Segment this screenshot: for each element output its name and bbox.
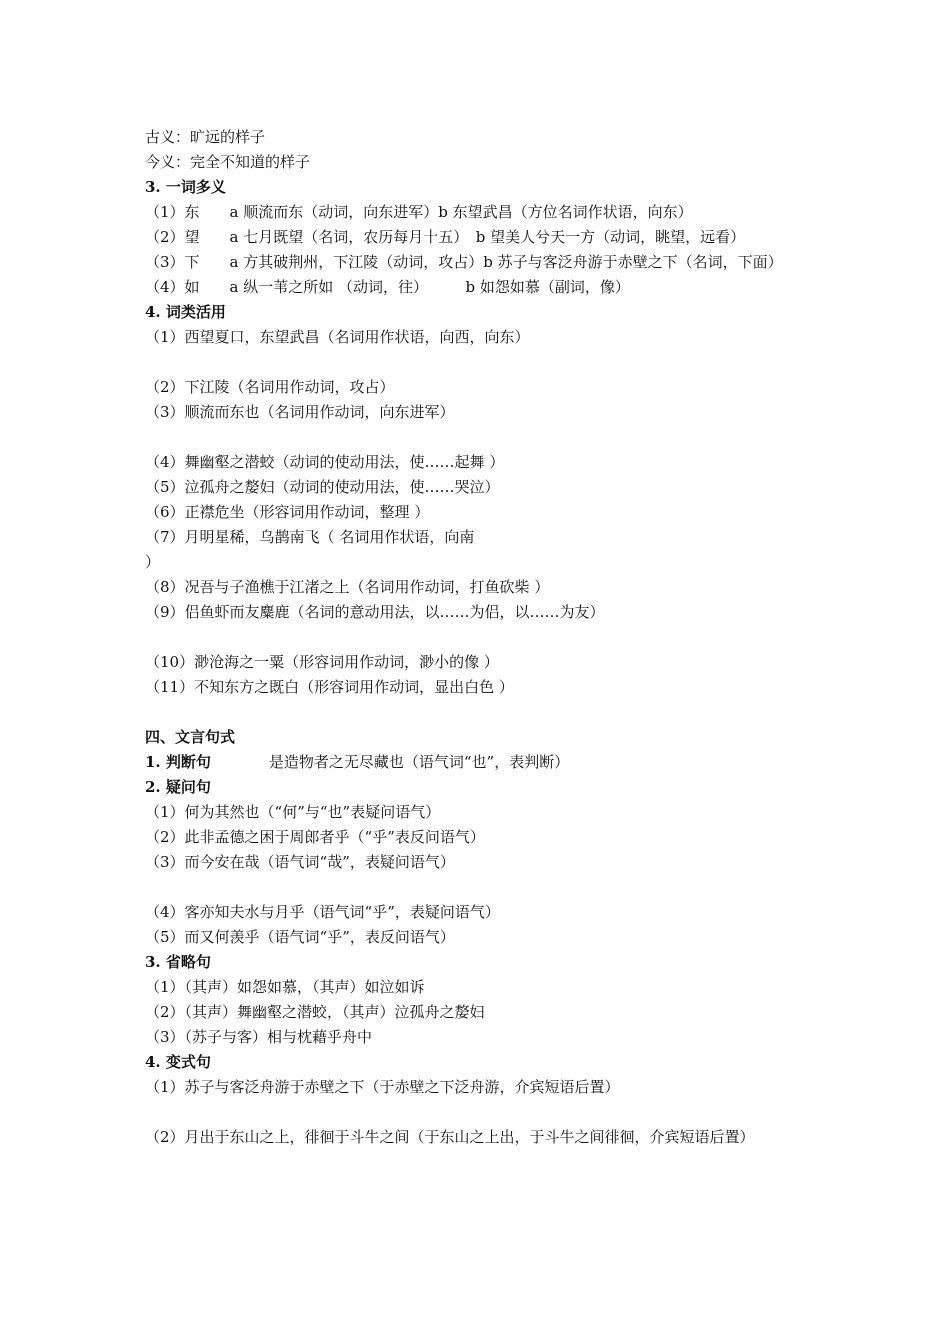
- word-class-item: （3）顺流而东也（名词用作动词，向东进军）: [145, 403, 455, 421]
- question-item: （2）此非孟德之困于周郎者乎（“乎”表反问语气）: [145, 828, 485, 846]
- blank-line: [145, 625, 815, 650]
- omission-item: （1）（其声）如怨如慕，（其声）如泣如诉: [145, 978, 425, 996]
- polysemy-item: （3）下 a 方其破荆州，下江陵（动词，攻占）b 苏子与客泛舟游于赤壁之下（名词，下面）: [145, 253, 783, 271]
- judgment-sentence-row: [145, 750, 815, 775]
- word-class-item: （10）渺沧海之一粟（形容词用作动词，渺小的像 ）: [145, 653, 499, 671]
- polysemy-item: （2）望 a 七月既望（名词，农历每月十五） b 望美人兮天一方（动词，眺望，远看）: [145, 228, 746, 246]
- word-class-item-continuation: ）: [145, 553, 161, 571]
- section-omission-title: 3. 省略句: [145, 953, 211, 971]
- polysemy-item: （4）如 a 纵一苇之所如 （动词，往） b 如怨如慕（副词，像）: [145, 278, 630, 296]
- variant-item: （2）月出于东山之上，徘徊于斗牛之间（于东山之上出，于斗牛之间徘徊，介宾短语后置）: [145, 1128, 755, 1146]
- blank-line: [145, 875, 815, 900]
- blank-line: [145, 350, 815, 375]
- section-question-title: 2. 疑问句: [145, 778, 211, 796]
- blank-line: [145, 1100, 815, 1125]
- question-item: （5）而又何羡乎（语气词“乎”，表反问语气）: [145, 928, 455, 946]
- word-class-item: （2）下江陵（名词用作动词，攻占）: [145, 378, 395, 396]
- question-item: （3）而今安在哉（语气词“哉”，表疑问语气）: [145, 853, 455, 871]
- section-variant-title: 4. 变式句: [145, 1053, 211, 1071]
- blank-line: [145, 700, 815, 725]
- word-class-item: （9）侣鱼虾而友麋鹿（名词的意动用法，以……为侣，以……为友）: [145, 603, 605, 621]
- section-polysemy-title: 3. 一词多义: [145, 178, 226, 196]
- section-sentence-patterns-title: 四、文言句式: [145, 728, 236, 746]
- blank-line: [145, 425, 815, 450]
- word-class-item: （5）泣孤舟之嫠妇（动词的使动用法，使……哭泣）: [145, 478, 500, 496]
- word-class-item: （8）况吾与子渔樵于江渚之上（名词用作动词，打鱼砍柴 ）: [145, 578, 550, 596]
- question-item: （4）客亦知夫水与月乎（语气词“乎”，表疑问语气）: [145, 903, 500, 921]
- modern-meaning: 今义：完全不知道的样子: [145, 153, 311, 171]
- ancient-meaning: 古义：旷远的样子: [145, 128, 266, 146]
- omission-item: （2）（其声）舞幽壑之潜蛟，（其声）泣孤舟之嫠妇: [145, 1003, 485, 1021]
- word-class-item: （1）西望夏口，东望武昌（名词用作状语，向西，向东）: [145, 328, 530, 346]
- word-class-item: （6）正襟危坐（形容词用作动词，整理 ）: [145, 503, 430, 521]
- section-word-class-title: 4. 词类活用: [145, 303, 226, 321]
- word-class-item: （7）月明星稀，乌鹊南飞（ 名词用作状语，向南: [145, 528, 475, 546]
- word-class-item: （4）舞幽壑之潜蛟（动词的使动用法，使……起舞 ）: [145, 453, 505, 471]
- polysemy-item: （1）东 a 顺流而东（动词，向东进军）b 东望武昌（方位名词作状语，向东）: [145, 203, 693, 221]
- judgment-text: 是造物者之无尽藏也（语气词“也”，表判断）: [268, 753, 570, 771]
- question-item: （1）何为其然也（“何”与“也”表疑问语气）: [145, 803, 441, 821]
- document-body: [145, 125, 815, 1150]
- omission-item: （3）（苏子与客）相与枕藉乎舟中: [145, 1028, 373, 1046]
- variant-item: （1）苏子与客泛舟游于赤壁之下（于赤壁之下泛舟游，介宾短语后置）: [145, 1078, 620, 1096]
- judgment-label: 1. 判断句: [145, 753, 211, 771]
- word-class-item: （11）不知东方之既白（形容词用作动词，显出白色 ）: [145, 678, 514, 696]
